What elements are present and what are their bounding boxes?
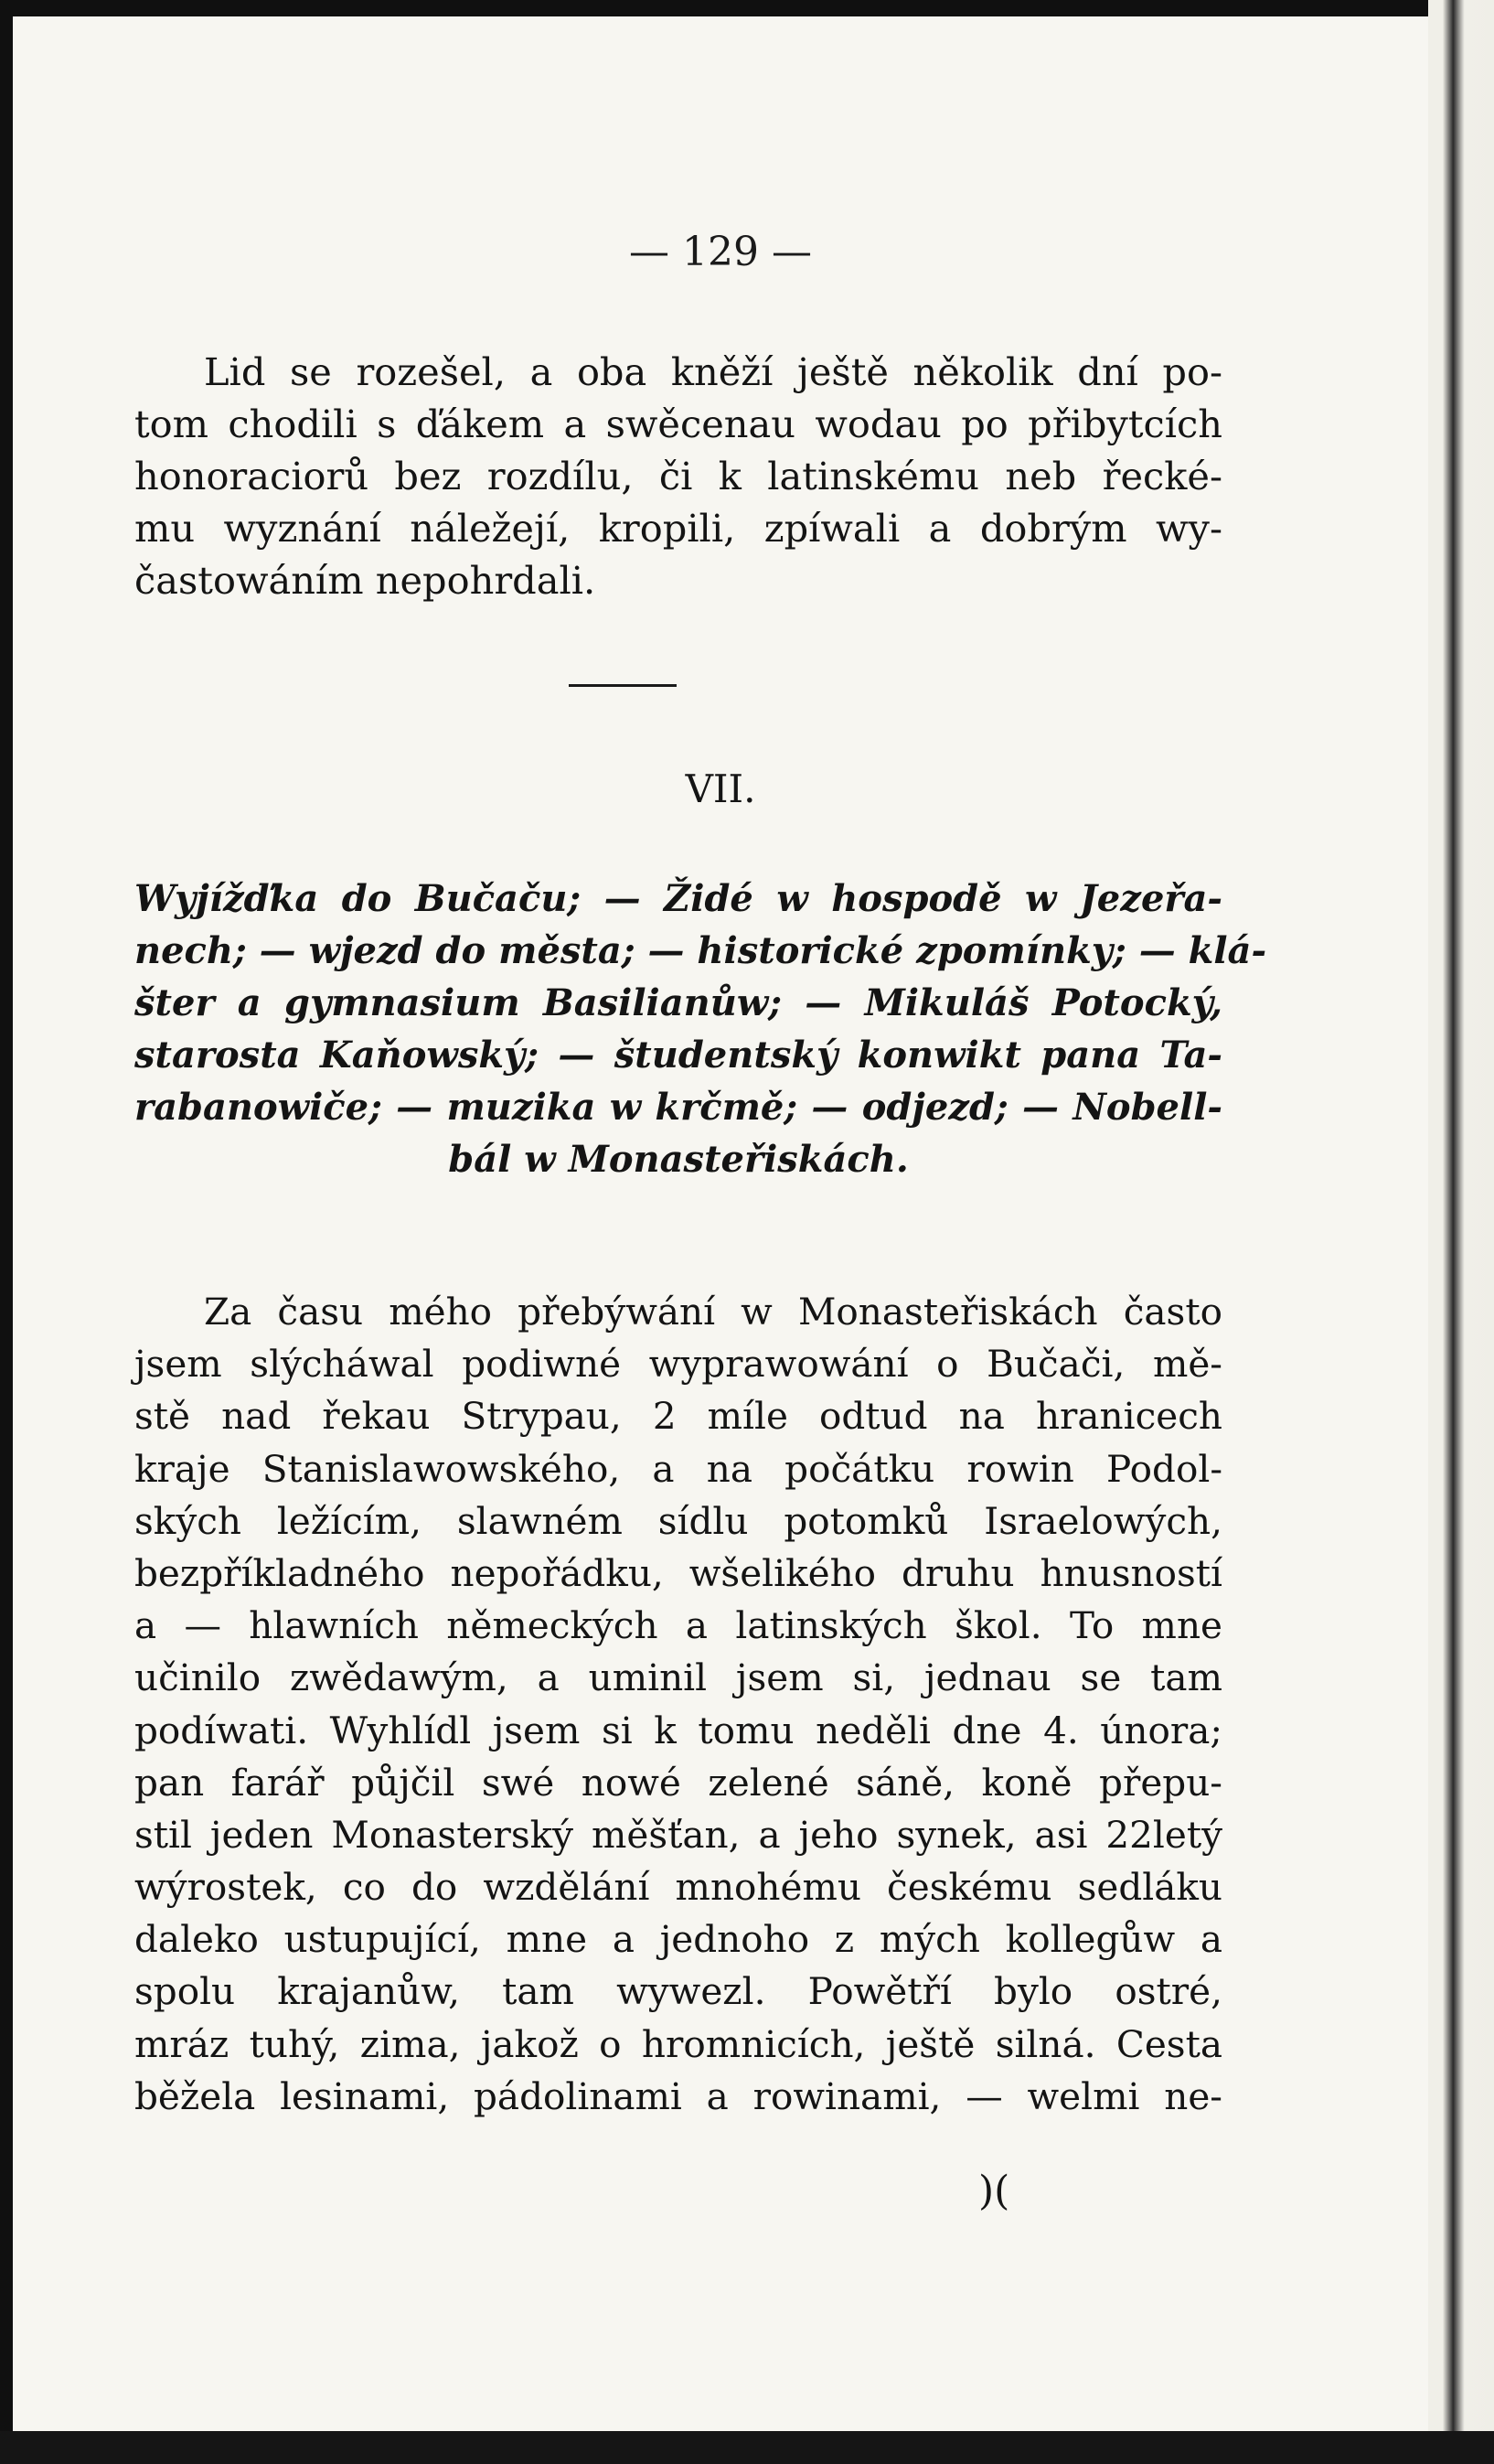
summary-line: šter a gymnasium Basilianůw; — Mikuláš Potocký, xyxy=(134,981,1222,1024)
text-line: bezpříkladného nepořádku, wšelikého druhu hnusností xyxy=(134,1550,1222,1595)
text-line: stil jeden Monasterský měšťan, a jeho synek, asi 22letý xyxy=(134,1812,1222,1857)
text-line: podíwati. Wyhlídl jsem si k tomu neděli dne 4. února; xyxy=(134,1708,1222,1752)
text-line: Za času mého přebýwání w Monasteřiskách často xyxy=(204,1290,1222,1334)
text-line: mráz tuhý, zima, jakož o hromnicích, ještě silná. Cesta xyxy=(134,2021,1222,2066)
page-number: — 129 — xyxy=(629,229,812,275)
book-page xyxy=(13,16,1428,2431)
paragraph-2 xyxy=(134,1286,1222,2123)
text-line: kraje Stanislawowského, a na počátku rowin Podol- xyxy=(134,1446,1222,1491)
text-line: učinilo zwědawým, a uminil jsem si, jednau se tam xyxy=(134,1655,1222,1700)
text-line: častowáním nepohrdali. xyxy=(134,558,596,603)
text-line: spolu krajanůw, tam wywezl. Powětří bylo ostré, xyxy=(134,1969,1222,2014)
text-line: pan farář půjčil swé nowé zelené sáně, koně přepu- xyxy=(134,1760,1222,1805)
page-edge-shadow xyxy=(1428,0,1494,2464)
summary-line: bál w Monasteřiskách. xyxy=(448,1138,909,1181)
text-line: stě nad řekau Strypau, 2 míle odtud na hranicech xyxy=(134,1394,1222,1439)
text-line: mu wyznání náležejí, kropili, zpíwali a dobrým wy- xyxy=(134,506,1222,551)
text-line: Lid se rozešel, a oba kněží ještě několik dní po- xyxy=(204,349,1222,394)
text-line: tom chodili s ďákem a swěcenau wodau po přibytcích xyxy=(134,402,1222,446)
chapter-summary xyxy=(134,873,1267,1185)
text-line: ských ležícím, slawném sídlu potomků Israelowých, xyxy=(134,1498,1222,1543)
text-line: honoraciorů bez rozdílu, či k latinskému neb řecké- xyxy=(134,454,1222,498)
summary-line: starosta Kaňowský; — študentský konwikt pana Ta- xyxy=(134,1034,1222,1077)
text-line: wýrostek, co do wzdělání mnohému českému sedláku xyxy=(134,1865,1222,1910)
text-line: běžela lesinami, pádolinami a rowinami, — welmi ne- xyxy=(134,2073,1222,2118)
chapter-number: VII. xyxy=(685,766,756,811)
summary-line: Wyjížďka do Bučaču; — Židé w hospodě w Jezeřa- xyxy=(134,877,1222,920)
text-line: jsem slýcháwal podiwné wyprawowání o Bučači, mě- xyxy=(134,1342,1222,1387)
text-line: a — hlawních německých a latinských škol. To mne xyxy=(134,1603,1222,1648)
catchword: )( xyxy=(978,2168,1010,2214)
summary-line: rabanowiče; — muzika w krčmě; — odjezd; — Nobell- xyxy=(134,1086,1222,1129)
text-line: daleko ustupující, mne a jednoho z mých kollegůw a xyxy=(134,1917,1222,1962)
summary-line: nech; — wjezd do města; — historické zpomínky; — klá- xyxy=(134,929,1267,972)
paragraph-1 xyxy=(134,346,1222,606)
section-divider xyxy=(569,684,677,687)
scan-border xyxy=(0,2431,1494,2464)
